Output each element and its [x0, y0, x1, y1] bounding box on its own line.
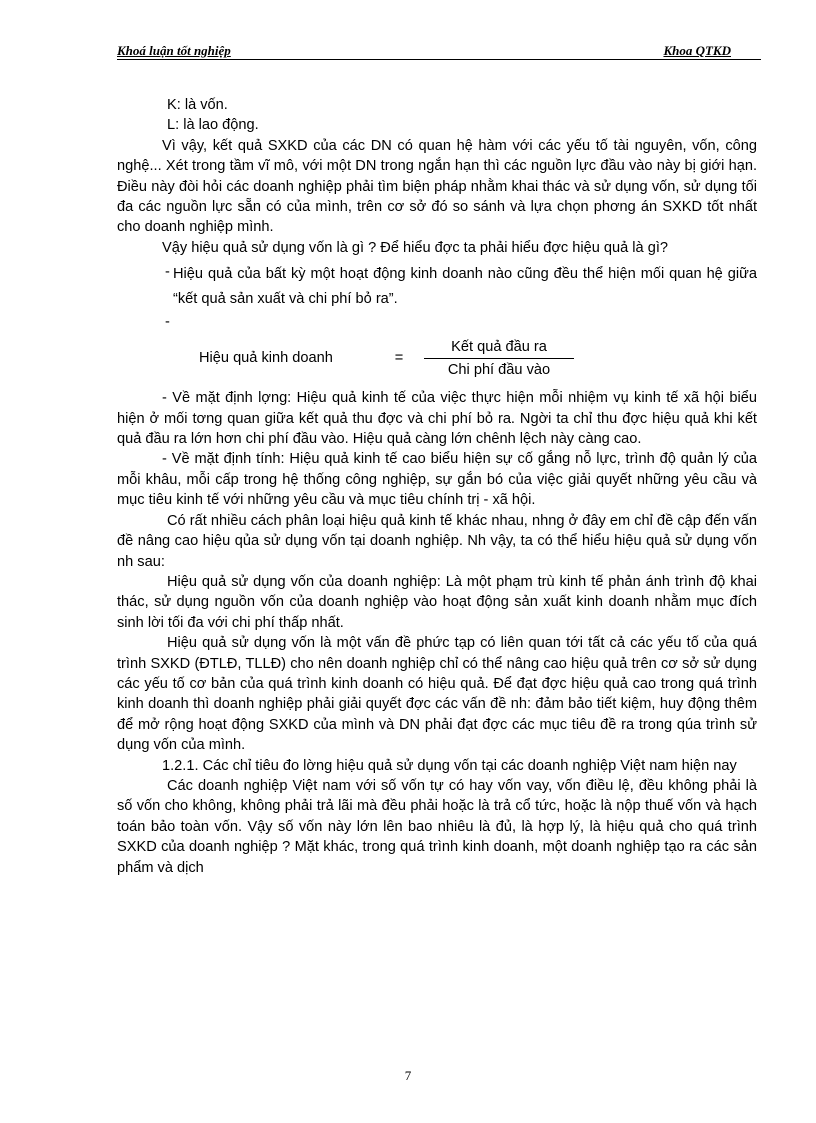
paragraph-question: Vậy hiệu quả sử dụng vốn là gì ? Để hiểu đợc ta phải hiểu đợc hiệu quả là gì? — [162, 239, 668, 256]
paragraph-sxkd-relation: Vì vậy, kết quả SXKD của các DN có quan hệ hàm với các yếu tố tài nguyên, vốn, công nghệ... Xét trong tầm vĩ mô, với một DN trong ngắn hạn thì các nguồn lực đầu vào này bị giới hạn. Điều này đòi hỏi các doanh nghiệp phải tìm biện pháp nhằm khai thác và sử dụng vốn, sử dụng tối đa các nguồn lực sẵn có của mình, trên cơ sở đó so sánh và lựa chọn phơng án SXKD tốt nhất cho doanh nghiệp mình. — [117, 137, 757, 236]
paragraph-qualitative: - Về mặt định tính: Hiệu quả kinh tế cao biểu hiện sự cố gắng nỗ lực, trình độ quản lý của mỗi khâu, mỗi cấp trong hệ thống công nghiệp, sự gắn bó của việc giải quyết những yêu cầu và mục tiêu kinh tế với những yêu cầu và mục tiêu chính trị - xã hội. — [117, 451, 757, 509]
definition-l: L: là lao động. — [167, 117, 259, 134]
paragraph-definition: Hiệu quả sử dụng vốn của doanh nghiệp: Là một phạm trù kinh tế phản ánh trình độ khai thác, sử dụng nguồn vốn của doanh nghiệp vào hoạt động sản xuất kinh doanh nhằm mục đích sinh lời tối đa với chi phí thấp nhất. — [117, 573, 757, 631]
paragraph-classification: Có rất nhiều cách phân loại hiệu quả kinh tế khác nhau, nhng ở đây em chỉ đề cập đến vấn đề nâng cao hiệu qủa sử dụng vốn tại doanh nghiệp. Nh vậy, ta có thể hiểu hiệu quả sử dụng vốn nh sau: — [117, 512, 757, 570]
formula-fraction — [419, 336, 579, 381]
page-number: 7 — [404, 1068, 412, 1083]
bullet-text: Hiệu quả của bất kỳ một hoạt động kinh doanh nào cũng đều thể hiện mối quan hệ giữa “kết quả sản xuất và chi phí bỏ ra”. — [173, 266, 757, 308]
paragraph-quantitative: - Về mặt định lợng: Hiệu quả kinh tế của việc thực hiện mỗi nhiệm vụ kinh tế xã hội biểu hiện ở mối tơng quan giữa kết quả thu đợc và chi phí bỏ ra. Ngời ta chỉ thu đợc hiệu quả khi kết quả đầu ra lớn hơn chi phí đầu vào. Hiệu quả càng lớn chênh lệch này càng cao. — [117, 390, 757, 448]
header-faculty: Khoa QTKD — [663, 43, 731, 58]
section-heading: 1.2.1. Các chỉ tiêu đo lờng hiệu quả sử dụng vốn tại các doanh nghiệp Việt nam hiện nay — [162, 757, 737, 774]
header-thesis-title: Khoá luận tốt nghiệp — [117, 43, 231, 58]
formula-lhs: Hiệu quả kinh doanh — [199, 350, 333, 367]
page-header — [117, 41, 761, 60]
paragraph-complexity: Hiệu quả sử dụng vốn là một vấn đề phức tạp có liên quan tới tất cả các yếu tố của quá trình SXKD (ĐTLĐ, TLLĐ) cho nên doanh nghiệp chỉ có thể nâng cao hiệu quả trên cơ sở sử dụng các yếu tố cơ bản của quá trình kinh doanh có hiệu quả. Để đạt đợc hiệu quả cao trong quá trình kinh doanh thì doanh nghiệp phải giải quyết đợc các vấn đề nh: đảm bảo tiết kiệm, huy động thêm để mở rộng hoạt động SXKD của mình và DN phải đạt đợc các mục tiêu đề ra trong qúa trình sử dụng vốn của mình. — [117, 635, 757, 754]
bullet-dash: - — [165, 264, 170, 281]
formula-numerator: Kết quả đầu ra — [424, 336, 574, 359]
bullet-dash-empty: - — [165, 314, 170, 331]
efficiency-formula — [199, 334, 757, 382]
formula-denominator: Chi phí đầu vào — [447, 361, 551, 378]
paragraph-vietnam-enterprises: Các doanh nghiệp Việt nam với số vốn tự có hay vốn vay, vốn điều lệ, đều không phải là số vốn cho không, không phải trả lãi mà đều phải hoặc là trả cổ tức, hoặc là nộp thuế vốn và hạch toán bảo toàn vốn. Vậy số vốn này lớn lên bao nhiêu là đủ, là hợp lý, là hiệu quả cho quá trình SXKD của doanh nghiệp ? Mặt khác, trong quá trình kinh doanh, một doanh nghiệp tạo ra các sản phẩm và dịch — [117, 777, 757, 876]
definition-k: K: là vốn. — [167, 97, 228, 113]
bullet-efficiency-definition — [117, 262, 757, 312]
page-body — [117, 95, 757, 878]
formula-equals: = — [394, 350, 404, 367]
